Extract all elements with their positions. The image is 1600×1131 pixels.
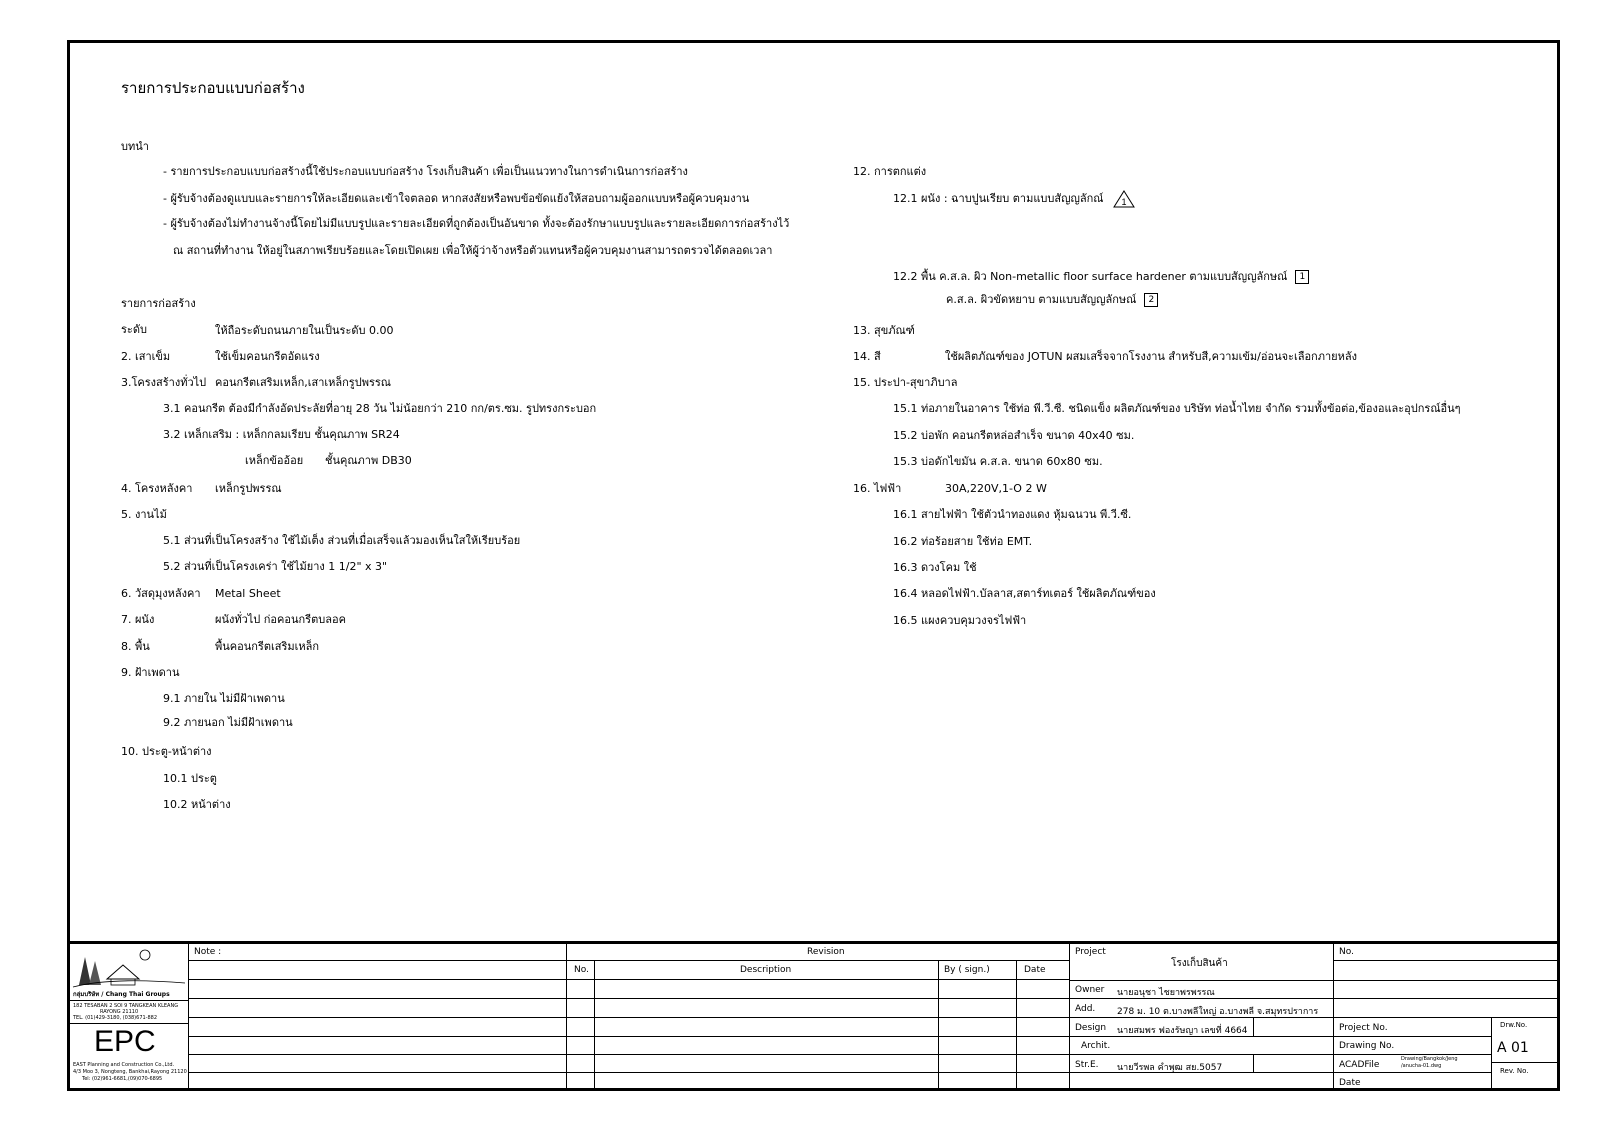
spec-sub	[946, 293, 1158, 307]
spec-label: 8. พื้น	[121, 640, 150, 653]
finish-floor-text: ค.ส.ล. ผิวขัดหยาบ ตามแบบสัญญลักษณ์	[946, 293, 1137, 306]
spec-label: 12. การตกแต่ง	[853, 165, 927, 178]
spec-sub	[893, 270, 1309, 284]
spec-value: ใช้ผลิตภัณฑ์ของ JOTUN ผสมเสร็จจากโรงงาน สำหรับสี,ความเข้ม/อ่อนจะเลือกภายหลัง	[945, 350, 1357, 363]
intro-heading: บทนำ	[121, 140, 149, 153]
spec-sub: 5.1 ส่วนที่เป็นโครงสร้าง ใช้ไม้เต็ง ส่วนที่เมื่อเสร็จแล้วมองเห็นใสให้เรียบร้อย	[163, 534, 521, 547]
spec-sub: 3.2 เหล็กเสริม : เหล็กกลมเรียบ ชั้นคุณภาพ SR24	[163, 428, 400, 441]
drawing-number-label: Drw.No.	[1500, 1021, 1528, 1029]
design-value: นายสมพร ฟองรัษญา เลขที่ 4664	[1117, 1026, 1248, 1036]
revision-col-by: By ( sign.)	[944, 965, 990, 975]
spec-sub: 16.4 หลอดไฟฟ้า.บัลลาส,สตาร์ทเตอร์ ใช้ผลิตภัณฑ์ของ	[893, 587, 1156, 600]
structural-engineer-value: นายวีรพล คำพุฒ สย.5057	[1117, 1063, 1223, 1073]
spec-label: 7. ผนัง	[121, 613, 155, 626]
project-label: Project	[1075, 947, 1106, 957]
acad-file-label: ACADFile	[1339, 1060, 1380, 1070]
revision-col-description: Description	[740, 965, 792, 975]
intro-line: - ผู้รับจ้างต้องไม่ทำงานจ้างนี้โดยไม่มีแบบรูปและรายละเอียดที่ถูกต้องเป็นอันขาด ทั้งจะต้องรักษาแบบรูปและรายละเอียดการก่อสร้างไว้	[163, 217, 790, 230]
spec-value: เหล็กรูปพรรณ	[215, 482, 282, 495]
spec-sub: 15.1 ท่อภายในอาคาร ใช้ท่อ พี.วี.ซี. ชนิดแข็ง ผลิตภัณฑ์ของ บริษัท ท่อน้ำไทย จำกัด รวมทั้งข้อต่อ,ข้องอและอุปกรณ์อื่นๆ	[893, 402, 1461, 415]
company-logo-icon	[71, 945, 187, 989]
spec-sub: 16.1 สายไฟฟ้า ใช้ตัวนำทองแดง หุ้มฉนวน พี.วี.ซี.	[893, 508, 1132, 521]
project-value: โรงเก็บสินค้า	[1171, 958, 1228, 969]
logo-address: RAYONG 21110	[100, 1009, 139, 1015]
spec-label: 6. วัสดุมุงหลังคา	[121, 587, 201, 600]
spec-label: 10. ประตู-หน้าต่าง	[121, 745, 212, 758]
spec-sub: ชั้นคุณภาพ DB30	[325, 454, 412, 467]
title-block	[70, 941, 1557, 1091]
finish-floor-text: 12.2 พื้น ค.ส.ล. ผิว Non-metallic floor surface hardener ตามแบบสัญญลักษณ์	[893, 270, 1288, 283]
intro-line: - ผู้รับจ้างต้องดูแบบและรายการให้ละเอียดและเข้าใจตลอด หากสงสัยหรือพบข้อขัดแย้งให้สอบถามผู้ออกแบบหรือผู้ควบคุมงาน	[163, 192, 750, 205]
epc-phone: Tel: (02)961-6681,(09)070-6895	[82, 1076, 163, 1082]
revision-triangle-icon	[1113, 190, 1135, 208]
spec-label: 14. สี	[853, 350, 881, 363]
spec-label: 4. โครงหลังคา	[121, 482, 193, 495]
spec-sub: 9.2 ภายนอก ไม่มีฝ้าเพดาน	[163, 716, 293, 729]
spec-label: 15. ประปา-สุขาภิบาล	[853, 376, 958, 389]
construction-heading: รายการก่อสร้าง	[121, 297, 196, 310]
no-label: No.	[1339, 947, 1354, 957]
owner-value: นายอนุชา ไชยาพรพรรณ	[1117, 988, 1215, 998]
spec-sub	[893, 190, 1135, 208]
design-label: Design	[1075, 1023, 1107, 1033]
logo-address: 182 TESABAN 2 SOI 9 TANGKEAN KLEANG	[73, 1003, 179, 1009]
spec-label: 5. งานไม้	[121, 508, 167, 521]
symbol-box: 1	[1295, 270, 1309, 284]
epc-address: 4/3 Moo 3, Nongteng, Bankhai,Rayong 21120	[73, 1069, 187, 1075]
note-label: Note :	[194, 947, 222, 957]
page-title: รายการประกอบแบบก่อสร้าง	[121, 79, 305, 97]
spec-value: Metal Sheet	[215, 587, 281, 600]
revision-number-label: Rev. No.	[1500, 1067, 1529, 1075]
revision-col-date: Date	[1024, 965, 1046, 975]
spec-sub: 16.2 ท่อร้อยสาย ใช้ท่อ EMT.	[893, 535, 1033, 548]
spec-value: ให้ถือระดับถนนภายในเป็นระดับ 0.00	[215, 324, 394, 337]
date-label: Date	[1339, 1078, 1361, 1088]
spec-sub: 16.3 ดวงโคม ใช้	[893, 561, 977, 574]
owner-label: Owner	[1075, 985, 1105, 995]
logo-group-name: กลุ่มบริษัท / Chang Thai Groups	[73, 991, 170, 998]
spec-label: 13. สุขภัณฑ์	[853, 324, 915, 337]
project-no-label: Project No.	[1339, 1023, 1388, 1033]
spec-sub: 10.2 หน้าต่าง	[163, 798, 231, 811]
spec-sub: 10.1 ประตู	[163, 772, 217, 785]
logo-phone: TEL. (01)429-3180, (038)671-882	[73, 1015, 158, 1021]
spec-label: 2. เสาเข็ม	[121, 350, 171, 363]
spec-value: 30A,220V,1-O 2 W	[945, 482, 1047, 495]
spec-sub: 15.3 บ่อดักไขมัน ค.ส.ล. ขนาด 60x80 ซม.	[893, 455, 1103, 468]
spec-sub: 16.5 แผงควบคุมวงจรไฟฟ้า	[893, 614, 1027, 627]
spec-value: ใช้เข็มคอนกรีตอัดแรง	[215, 350, 320, 363]
spec-sub: 3.1 คอนกรีต ต้องมีกำลังอัดประลัยที่อายุ 28 วัน ไม่น้อยกว่า 210 กก/ตร.ซม. รูปทรงกระบอก	[163, 402, 597, 415]
spec-sub: 9.1 ภายใน ไม่มีฝ้าเพดาน	[163, 692, 285, 705]
revision-triangle-number: 1	[1121, 197, 1127, 207]
spec-sub: เหล็กข้ออ้อย	[245, 454, 304, 467]
spec-value: พื้นคอนกรีตเสริมเหล็ก	[215, 640, 320, 653]
intro-line: - รายการประกอบแบบก่อสร้างนี้ใช้ประกอบแบบก่อสร้าง โรงเก็บสินค้า เพื่อเป็นแนวทางในการดำเนินการก่อสร้าง	[163, 165, 688, 178]
acad-file-value: Drawing/Bangkok/Jeng	[1401, 1056, 1458, 1062]
spec-sub: 5.2 ส่วนที่เป็นโครงเคร่า ใช้ไม้ยาง 1 1/2" x 3"	[163, 560, 388, 573]
spec-label: 3.โครงสร้างทั่วไป	[121, 376, 207, 389]
revision-col-no: No.	[574, 965, 589, 975]
symbol-box: 2	[1144, 293, 1158, 307]
address-value: 278 ม. 10 ต.บางพลีใหญ่ อ.บางพลี จ.สมุทรปราการ	[1117, 1007, 1319, 1017]
intro-line: ณ สถานที่ทำงาน ให้อยู่ในสภาพเรียบร้อยและโดยเปิดเผย เพื่อให้ผู้ว่าจ้างหรือตัวแทนหรือผู้ควบคุมงานสามารถตรวจได้ตลอดเวลา	[173, 244, 773, 257]
finish-wall-text: 12.1 ผนัง : ฉาบปูนเรียบ ตามแบบสัญญลักณ์	[893, 192, 1104, 205]
address-label: Add.	[1075, 1004, 1096, 1014]
spec-label: 16. ไฟฟ้า	[853, 482, 902, 495]
epc-logo: EPC	[94, 1025, 156, 1058]
structural-engineer-label: Str.E.	[1075, 1060, 1099, 1070]
architect-label: Archit.	[1081, 1041, 1111, 1051]
logo-cell	[70, 944, 188, 1091]
revision-label: Revision	[807, 947, 845, 957]
drawing-sheet	[67, 40, 1560, 1091]
spec-value: ผนังทั่วไป ก่อคอนกรีตบลอค	[215, 613, 346, 626]
drawing-no-label: Drawing No.	[1339, 1041, 1395, 1051]
spec-label: ระดับ	[121, 323, 147, 336]
epc-company-name: EAST Planning and Construction Co.,Ltd.	[73, 1062, 175, 1068]
spec-sub: 15.2 บ่อพัก คอนกรีตหล่อสำเร็จ ขนาด 40x40 ซม.	[893, 429, 1135, 442]
acad-file-value: /anucha-01.dwg	[1401, 1063, 1442, 1069]
spec-label: 9. ฝ้าเพดาน	[121, 666, 180, 679]
drawing-number-value: A 01	[1497, 1040, 1529, 1056]
spec-value: คอนกรีตเสริมเหล็ก,เสาเหล็กรูปพรรณ	[215, 376, 391, 389]
